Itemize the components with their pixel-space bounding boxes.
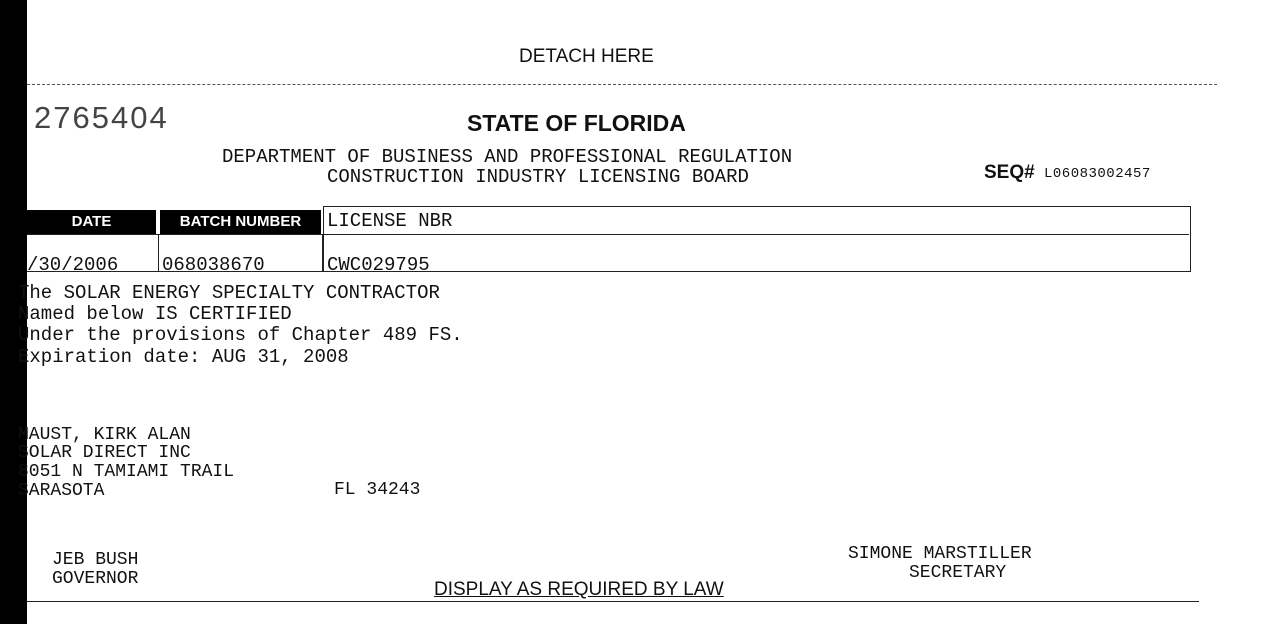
department-name: DEPARTMENT OF BUSINESS AND PROFESSIONAL REGULATION xyxy=(222,146,793,168)
licensee-city: SARASOTA xyxy=(18,481,105,501)
licensee-state-zip: FL 34243 xyxy=(334,480,421,500)
detach-line xyxy=(27,84,1217,85)
seq-label: SEQ# xyxy=(984,162,1035,183)
certification-line-1: The SOLAR ENERGY SPECIALTY CONTRACTOR xyxy=(18,282,440,304)
state-title: STATE OF FLORIDA xyxy=(467,110,686,136)
board-name: CONSTRUCTION INDUSTRY LICENSING BOARD xyxy=(327,166,749,188)
display-notice: DISPLAY AS REQUIRED BY LAW xyxy=(434,579,724,600)
license-table-box xyxy=(323,206,1191,272)
governor-name: JEB BUSH xyxy=(52,550,139,570)
secretary-name: SIMONE MARSTILLER xyxy=(848,544,1032,564)
serial-number: 2765404 xyxy=(34,100,169,135)
license-header: LICENSE NBR xyxy=(327,210,453,232)
detach-label: DETACH HERE xyxy=(519,46,654,67)
licensee-name: MAUST, KIRK ALAN xyxy=(18,425,191,445)
licensee-street: 8051 N TAMIAMI TRAIL xyxy=(18,462,235,482)
licensee-company: SOLAR DIRECT INC xyxy=(18,443,191,463)
date-header: DATE xyxy=(27,210,156,234)
seq-value: L06083002457 xyxy=(1044,166,1151,182)
date-value: /30/2006 xyxy=(27,254,119,276)
secretary-title: SECRETARY xyxy=(909,563,1007,583)
table-divider xyxy=(27,234,1189,235)
batch-header: BATCH NUMBER xyxy=(160,210,321,234)
license-value: CWC029795 xyxy=(327,254,430,276)
certification-line-2: Named below IS CERTIFIED xyxy=(18,303,292,325)
certification-line-3: Under the provisions of Chapter 489 FS. xyxy=(18,324,463,346)
table-col-divider-2 xyxy=(322,234,323,271)
batch-value: 068038670 xyxy=(162,254,265,276)
table-col-divider-1 xyxy=(158,234,159,271)
footer-line xyxy=(27,601,1199,602)
governor-title: GOVERNOR xyxy=(52,569,139,589)
expiration-line: Expiration date: AUG 31, 2008 xyxy=(18,346,349,368)
